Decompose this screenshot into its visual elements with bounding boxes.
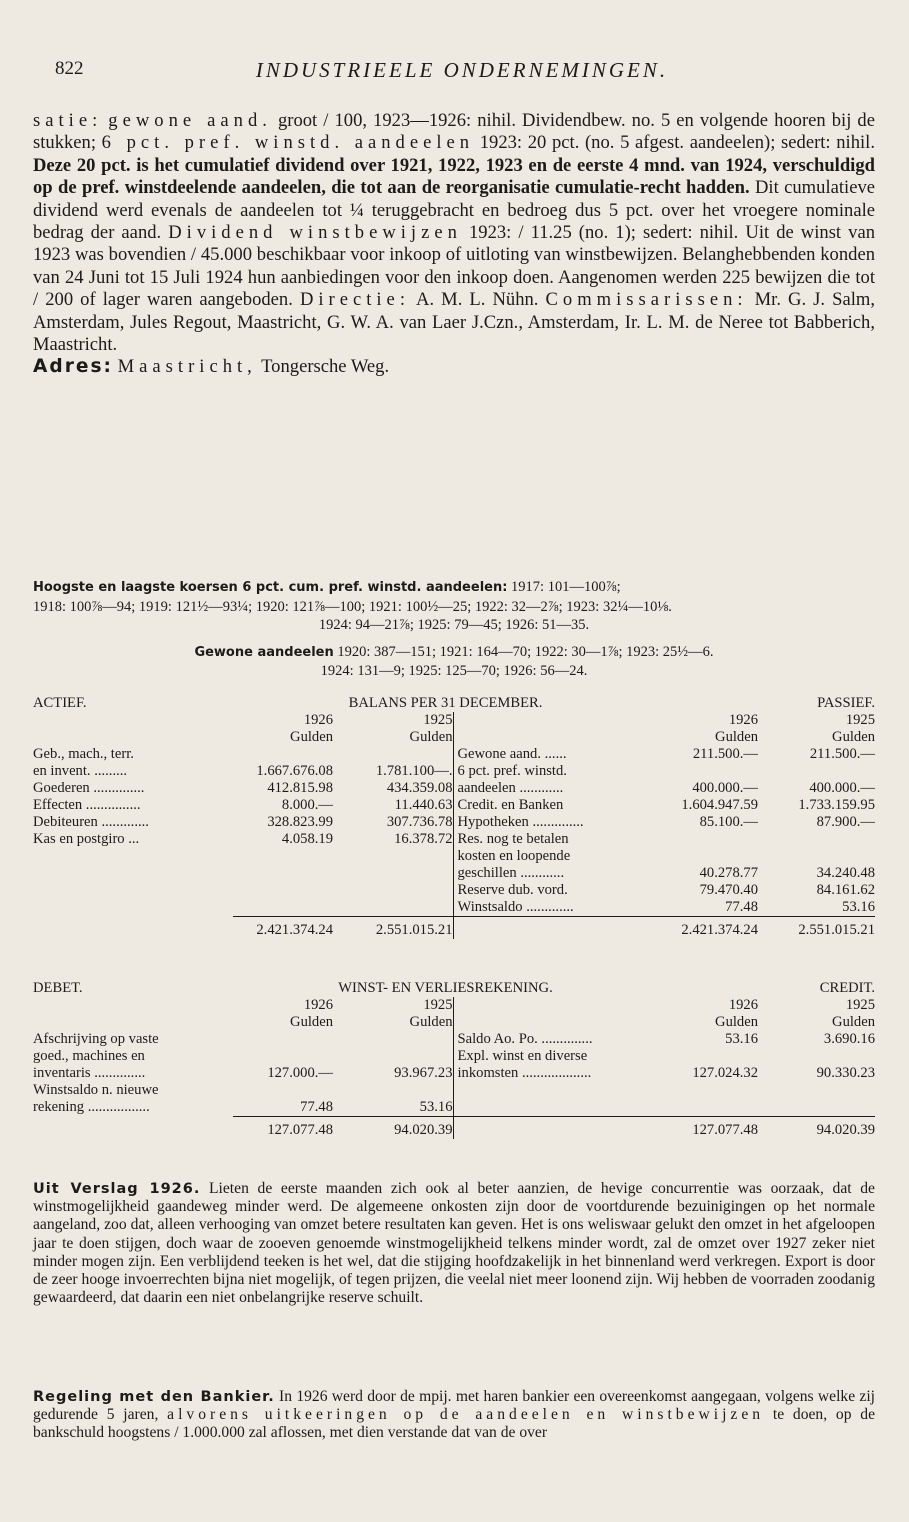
year-header: 1925 (845, 997, 875, 1013)
debet-row-value-1925 (333, 1048, 453, 1065)
actief-row-label: Kas en postgiro ... (33, 831, 140, 847)
passief-row-value-1926 (658, 763, 758, 780)
passief-row-label: Hypotheken .............. (453, 814, 658, 831)
text-fragment: 1923: 20 pct. (no. 5 afgest. aandeelen); sedert: nihil. (479, 132, 875, 154)
debet-row-value-1925 (333, 1082, 453, 1099)
table-row (33, 1082, 875, 1099)
text-fragment: Dividend winstbewijzen (168, 222, 462, 244)
passief-row-value-1925 (758, 848, 875, 865)
year-header: 1926 (728, 712, 758, 728)
debet-row-label: goed., machines en (33, 1048, 145, 1064)
verslag-text: Lieten de eerste maanden zich ook al beter aanzien, de hevige concurrentie was oorzaak, dat de winstmogelijkheid gaandeweg minder werd. De algemeene onkosten zijn door de voortdurende bezuinigingen op het normale aangeland, zoo dat, alleen verhooging van omzet betere resultaten kan geven. Het is ons weliswaar gelukt den omzet in het afgeloopen jaar te doen stijgen, doch waar de zooeven genoemde winstmogelijkheid telkens minder wordt, zal de omzet over 1927 zeker niet minder mogen zijn. Een verblijdend teeken is het wel, dat die stijging hoofdzakelijk in het binnenland werd verkregen. Export is door de zeer hooge invoerrechten bijna niet mogelijk, of tegen prijzen, die veelal niet meer loonend zijn. Wij hebben de voorraden zoodanig gewaardeerd, dat daarin een niet onbelangrijke reserve schuilt. (33, 1180, 875, 1307)
credit-label: CREDIT. (819, 980, 875, 996)
debet-row-label: Afschrijving op vaste (33, 1031, 159, 1047)
wv-total-credit-1925: 94.020.39 (758, 1117, 875, 1140)
table-row (33, 1065, 875, 1082)
passief-row-value-1926 (658, 848, 758, 865)
wv-total-credit-1926: 127.077.48 (658, 1117, 758, 1140)
table-row (33, 1048, 875, 1065)
regeling-text2: te doen, op de bankschuld hoogstens / 1.000.000 zal aflossen, met dien verstande dat van de over (33, 1406, 876, 1442)
passief-row-value-1926 (658, 831, 758, 848)
text-fragment: satie: (33, 110, 103, 131)
empty-cell (33, 882, 233, 899)
passief-row-value-1926: 79.470.40 (699, 882, 758, 898)
unit-header: Gulden (832, 1014, 875, 1030)
regeling-lead: Regeling met den Bankier. (33, 1389, 275, 1405)
adres-street: Tongersche Weg. (261, 356, 390, 378)
directie-names: A. M. L. Nühn. (416, 289, 539, 311)
balans-table (33, 695, 875, 939)
wv-total-debet-1926: 127.077.48 (233, 1117, 333, 1140)
debet-row-value-1926 (233, 1031, 333, 1048)
passief-label: PASSIEF. (817, 695, 875, 711)
empty-cell (758, 1099, 875, 1117)
running-title: INDUSTRIEELE ONDERNEMINGEN. (255, 58, 669, 82)
actief-row-value-1925: 16.378.72 (394, 831, 453, 847)
empty-cell (333, 899, 453, 917)
actief-row-label: Debiteuren ............. (33, 814, 149, 830)
gewone-koersen-line2: 1924: 131—9; 1925: 125—70; 1926: 56—24. (320, 663, 588, 679)
balans-total-passief-1926: 2.421.374.24 (658, 917, 758, 940)
empty-cell (233, 899, 333, 917)
year-header: 1926 (728, 997, 758, 1013)
credit-row-value-1925 (758, 1048, 875, 1065)
empty-cell (233, 865, 333, 882)
passief-row-value-1926: 77.48 (725, 899, 758, 915)
debet-row-value-1925: 53.16 (419, 1099, 453, 1115)
verslag-lead: Uit Verslag 1926. (33, 1181, 201, 1197)
empty-cell (333, 865, 453, 882)
table-row (33, 848, 875, 865)
pref-koersen-label: Hoogste en laagste koersen 6 pct. cum. pref. winstd. aandeelen: (33, 580, 508, 595)
actief-row-value-1925: 307.736.78 (386, 814, 453, 830)
passief-row-value-1925: 34.240.48 (816, 865, 875, 881)
debet-label: DEBET. (33, 980, 83, 996)
unit-header: Gulden (409, 729, 453, 745)
table-row (33, 831, 875, 848)
actief-row-value-1926: 8.000.— (281, 797, 333, 813)
empty-cell (453, 1082, 658, 1099)
passief-row-value-1925: 211.500.— (809, 746, 875, 762)
empty-cell (233, 882, 333, 899)
year-header: 1926 (303, 997, 333, 1013)
passief-row-value-1925: 53.16 (842, 899, 875, 915)
actief-row-value-1926: 412.815.98 (267, 780, 333, 796)
debet-row-label: rekening ................. (33, 1099, 150, 1115)
passief-row-label: Credit. en Banken (453, 797, 658, 814)
pref-koersen-line1: 1917: 101—100⅞; (511, 579, 621, 595)
passief-row-value-1926: 85.100.— (699, 814, 758, 830)
actief-row-value-1926: 1.667.676.08 (256, 763, 333, 779)
empty-cell (658, 1099, 758, 1117)
text-fragment: 1923: / 11.25 (no. 1); sedert: nihil. Uit de winst van 1923 was bovendien / 45.000 beschikbaar voor inkoop of uitloting van winstbewijzen. Belanghebbenden konden van 24 Juni tot 15 Juli 1924 hun aanbiedingen voor den inkoop doen. Aangenomen werden 225 bewijzen die tot / 200 of lager waren aangeboden. (33, 222, 875, 311)
passief-row-label: Res. nog te betalen (453, 831, 658, 848)
debet-row-value-1925: 93.967.23 (394, 1065, 453, 1081)
table-row (33, 797, 875, 814)
passief-row-value-1925: 87.900.— (816, 814, 875, 830)
actief-row-value-1926: 328.823.99 (267, 814, 333, 830)
text-fragment: Dit cumulatieve dividend werd evenals de aandeelen tot ¼ teruggebracht en bedroeg dus 5 pct. over het vroegere nominale bedrag der aand. (33, 177, 875, 244)
empty-cell (333, 882, 453, 899)
unit-header: Gulden (715, 729, 758, 745)
table-row (33, 882, 875, 899)
credit-row-value-1925: 3.690.16 (823, 1031, 875, 1047)
wv-title: WINST- EN VERLIESREKENING. (338, 980, 553, 996)
passief-row-value-1925: 400.000.— (809, 780, 875, 796)
table-row (33, 814, 875, 831)
year-header: 1925 (423, 997, 453, 1013)
passief-row-label: kosten en loopende (453, 848, 658, 865)
winst-verlies-table (33, 980, 875, 1139)
credit-row-value-1926 (658, 1048, 758, 1065)
page-number: 822 (55, 58, 84, 79)
gewone-koersen-line1: 1920: 387—151; 1921: 164—70; 1922: 30—1⅞; 1923: 25½—6. (337, 643, 714, 660)
actief-row-value-1926 (233, 746, 333, 763)
balans-total-passief-1925: 2.551.015.21 (758, 917, 875, 940)
debet-row-value-1926: 127.000.— (267, 1065, 333, 1081)
unit-header: Gulden (832, 729, 875, 745)
debet-row-label: inventaris .............. (33, 1065, 146, 1081)
verslag-paragraph (33, 1180, 875, 1307)
table-row (33, 1099, 875, 1117)
debet-row-value-1925 (333, 1031, 453, 1048)
empty-cell (758, 1082, 875, 1099)
empty-cell (333, 848, 453, 865)
debet-row-value-1926 (233, 1048, 333, 1065)
pref-koersen-line3: 1924: 94—21⅞; 1925: 79—45; 1926: 51—35. (318, 617, 590, 633)
text-fragment: / 100, 1923—1926: nihil. Dividendbew. no. 5 en volgende hooren bij de stukken; (33, 110, 875, 154)
pref-koersen-line2: 1918: 100⅞—94; 1919: 121½—93¼; 1920: 121⅞—100; 1921: 100½—25; 1922: 32—2⅞; 1923: 32¼—10⅛. (33, 598, 672, 615)
balans-total-actief-1926: 2.421.374.24 (233, 917, 333, 940)
actief-row-value-1925 (333, 746, 453, 763)
balans-total-actief-1925: 2.551.015.21 (333, 917, 453, 940)
directie-label: Directie: (299, 289, 410, 311)
debet-row-value-1926 (233, 1082, 333, 1099)
company-description (33, 110, 875, 379)
table-row (33, 746, 875, 763)
actief-row-label: Goederen .............. (33, 780, 145, 796)
actief-row-value-1925: 11.440.63 (394, 797, 453, 813)
actief-row-value-1925: 434.359.08 (386, 780, 453, 796)
actief-row-label: Effecten ............... (33, 797, 141, 813)
text-fragment: gewone aand. (108, 110, 272, 131)
page-header (55, 58, 869, 84)
commissarissen-names: Mr. G. J. Salm, Amsterdam, Jules Regout, Maastricht, G. W. A. van Laer J.Czn., Amsterdam, Ir. L. M. de Neree tot Babberich, Maastricht. (33, 289, 875, 356)
unit-header: Gulden (290, 729, 333, 745)
regeling-paragraph (33, 1388, 875, 1443)
credit-row-label: inkomsten ................... (453, 1065, 658, 1082)
empty-cell (658, 1082, 758, 1099)
empty-cell (233, 848, 333, 865)
balans-title: BALANS PER 31 DECEMBER. (348, 695, 543, 711)
actief-row-value-1925: 1.781.100—. (375, 763, 453, 779)
year-header: 1926 (303, 712, 333, 728)
empty-cell (33, 848, 233, 865)
passief-row-label: Winstsaldo ............. (453, 899, 658, 917)
empty-cell (33, 899, 233, 917)
cumulative-dividend-note: Deze 20 pct. is het cumulatief dividend over 1921, 1922, 1923 en de eerste 4 mnd. van 1924, verschuldigd op de pref. winstdeelende aandeelen, die tot aan de reorganisatie cumulatie-recht hadden. (33, 154, 875, 199)
unit-header: Gulden (409, 1014, 453, 1030)
empty-cell (33, 865, 233, 882)
year-header: 1925 (423, 712, 453, 728)
wv-total-debet-1925: 94.020.39 (333, 1117, 453, 1140)
passief-row-value-1926: 211.500.— (692, 746, 758, 762)
passief-row-label: 6 pct. pref. winstd. (453, 763, 658, 780)
year-header: 1925 (845, 712, 875, 728)
regeling-text1: In 1926 werd door de mpij. met haren bankier een overeenkomst aangegaan, volgens welke zij gedurende 5 jaren, (33, 1388, 875, 1424)
passief-row-value-1926: 400.000.— (692, 780, 758, 796)
credit-row-value-1926: 127.024.32 (692, 1065, 758, 1081)
credit-row-label: Saldo Ao. Po. .............. (453, 1031, 658, 1048)
text-fragment: groot (277, 110, 318, 131)
table-row (33, 865, 875, 882)
credit-row-value-1925: 90.330.23 (816, 1065, 875, 1081)
unit-header: Gulden (290, 1014, 333, 1030)
passief-row-value-1925: 84.161.62 (816, 882, 875, 898)
table-row (33, 899, 875, 917)
passief-row-value-1925 (758, 763, 875, 780)
actief-row-value-1926: 4.058.19 (281, 831, 333, 847)
passief-row-label: geschillen ............ (453, 865, 658, 882)
actief-row-label: Geb., mach., terr. (33, 746, 134, 762)
table-row (33, 763, 875, 780)
text-fragment: 6 pct. pref. winstd. aandeelen (101, 132, 475, 154)
passief-row-value-1926: 40.278.77 (699, 865, 758, 881)
credit-row-label: Expl. winst en diverse (453, 1048, 658, 1065)
actief-row-label: en invent. ......... (33, 763, 128, 779)
table-row (33, 780, 875, 797)
empty-cell (453, 1099, 658, 1117)
koersen-block (33, 578, 875, 681)
unit-header: Gulden (715, 1014, 758, 1030)
adres-city: Maastricht, (117, 356, 257, 378)
debet-row-value-1926: 77.48 (300, 1099, 333, 1115)
table-row (33, 1031, 875, 1048)
adres-label: Adres: (33, 356, 113, 378)
passief-row-label: Gewone aand. ...... (453, 746, 658, 763)
passief-row-label: Reserve dub. vord. (453, 882, 658, 899)
credit-row-value-1926: 53.16 (725, 1031, 758, 1047)
regeling-spaced: alvorens uitkeeringen op de aandeelen en winstbewijzen (167, 1406, 765, 1424)
passief-row-value-1926: 1.604.947.59 (681, 797, 758, 813)
commissarissen-label: Commissarissen: (545, 289, 748, 311)
actief-label: ACTIEF. (33, 695, 87, 711)
passief-row-label: aandeelen ............ (453, 780, 658, 797)
passief-row-value-1925: 1.733.159.95 (798, 797, 875, 813)
passief-row-value-1925 (758, 831, 875, 848)
gewone-koersen-label: Gewone aandeelen (194, 644, 334, 660)
debet-row-label: Winstsaldo n. nieuwe (33, 1082, 159, 1098)
